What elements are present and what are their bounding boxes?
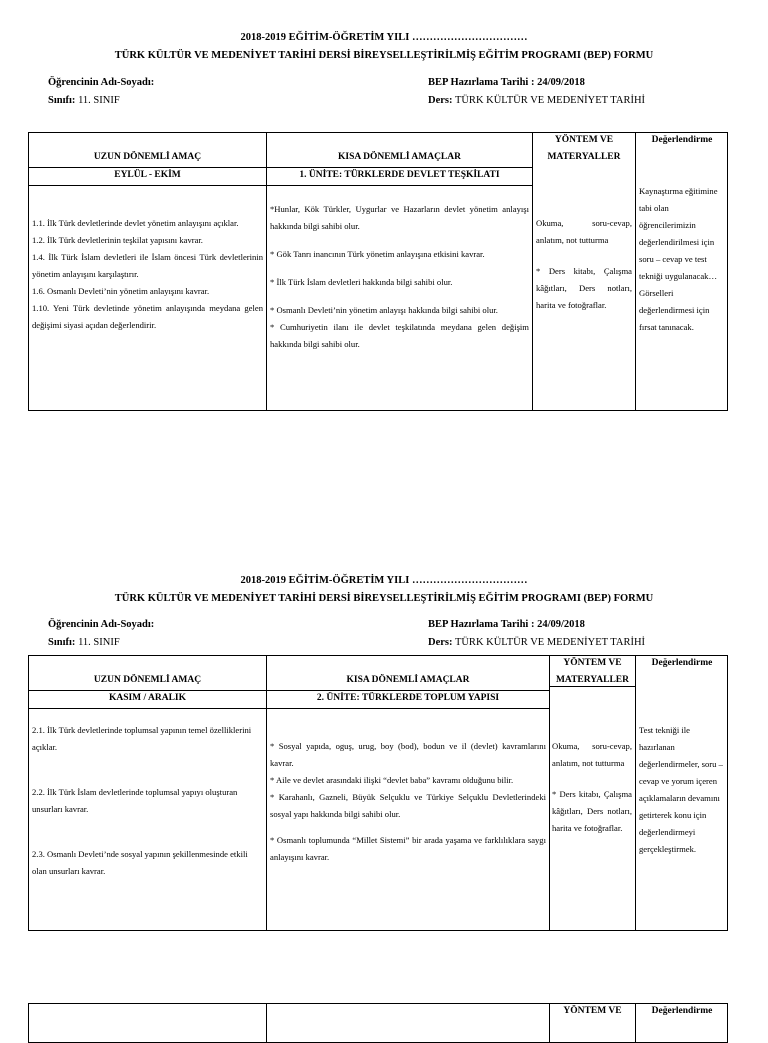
bep-form-1 (0, 32, 768, 422)
year-line: 2018-2019 EĞİTİM-ÖĞRETİM YILI …………………………… (240, 575, 528, 586)
prep-date: BEP Hazırlama Tarihi : 24/09/2018 (428, 619, 585, 630)
bep-form-3-partial (0, 1003, 768, 1024)
short-term-goals: * Sosyal yapıda, oguş, urug, boy (bod), bodun ve il (devlet) kavramlarını kavrar. * Aile ve devlet arasındaki ilişki “devlet baba” kavramı olduğunu bilir. * Karahanlı, Gazneli, Büyük Selçuklu ve Türkiye Selçuklu Devletlerindeki sosyal yapı hakkında bilgi sahibi olur. * Osmanlı toplumunda “Millet Sistemi” bir arada yaşama ve farklılıklara saygı anlayışını kavrar. (270, 741, 546, 862)
header-methods: YÖNTEM VE (563, 1006, 622, 1016)
form-title: TÜRK KÜLTÜR VE MEDENİYET TARİHİ DERSİ BİREYSELLEŞTİRİLMİŞ EĞİTİM PROGRAMI (BEP) FORMU (114, 50, 654, 61)
header-evaluation: Değerlendirme (651, 135, 713, 145)
methods-materials: Okuma, soru-cevap, anlatım, not tutturma * Ders kitabı, Çalışma kâğıtları, Ders notları, harita ve fotoğraflar. (552, 741, 632, 833)
long-term-goals: 1.1. İlk Türk devletlerinde devlet yönetim anlayışını açıklar. 1.2. İlk Türk devletlerinin teşkilat yapısını kavrar. 1.4. İlk Türk İslam devletleri ile İslam öncesi Türk devletlerinin yönetim anlayışını karşılaştırır. 1.6. Osmanlı Devleti’nin yönetim anlayışını kavrar. 1.10. Yeni Türk devletinde yönetim anlayışında meydana gelen değişimi siyasi açıdan değerlendirir. (32, 218, 263, 330)
header-long-term: UZUN DÖNEMLİ AMAÇ (93, 152, 202, 162)
prep-date: BEP Hazırlama Tarihi : 24/09/2018 (428, 77, 585, 88)
header-methods: YÖNTEM VE MATERYALLER (547, 135, 621, 162)
course-field: Ders: TÜRK KÜLTÜR VE MEDENİYET TARİHİ (428, 637, 646, 648)
student-name-label: Öğrencinin Adı-Soyadı: (48, 77, 155, 88)
class-field: Sınıfı: 11. SINIF (48, 637, 120, 648)
long-term-goals: 2.1. İlk Türk devletlerinde toplumsal yapının temel özelliklerini açıklar. 2.2. İlk Türk İslam devletlerinde toplumsal yapıyı oluşturan unsurları kavrar. 2.3. Osmanlı Devleti’nde sosyal yapının şekillenmesinde etkili olan unsurları kavrar. (32, 725, 252, 876)
header-long-term: UZUN DÖNEMLİ AMAÇ (93, 675, 202, 685)
unit-label: 2. ÜNİTE: TÜRKLERDE TOPLUM YAPISI (316, 693, 500, 703)
class-field: Sınıfı: 11. SINIF (48, 95, 120, 106)
header-short-term: KISA DÖNEMLİ AMAÇLAR (346, 675, 470, 685)
header-evaluation: Değerlendirme (651, 1006, 713, 1016)
evaluation-text: Test tekniği ile hazırlanan değerlendirmeler, soru – cevap ve yorum içeren açıklamaların devamını getirterek konu için değerlendirmeyi gerçekleştirmek. (639, 725, 723, 854)
header-evaluation: Değerlendirme (651, 658, 713, 668)
bep-table (28, 655, 728, 931)
methods-materials: Okuma, soru-cevap, anlatım, not tutturma * Ders kitabı, Çalışma kâğıtları, Ders notları, harita ve fotoğraflar. (536, 218, 632, 310)
unit-label: 1. ÜNİTE: TÜRKLERDE DEVLET TEŞKİLATI (299, 170, 500, 180)
header-short-term: KISA DÖNEMLİ AMAÇLAR (338, 152, 461, 162)
period-label: EYLÜL - EKİM (114, 170, 181, 180)
short-term-goals: *Hunlar, Kök Türkler, Uygurlar ve Hazarların devlet yönetim anlayışı hakkında bilgi sahibi olur. * Gök Tanrı inancının Türk yönetim anlayışına etkisini kavrar. * İlk Türk İslam devletleri hakkında bilgi sahibi olur. * Osmanlı Devleti’nin yönetim anlayışı hakkında bilgi sahibi olur. * Cumhuriyetin ilanı ile devlet teşkilatında meydana gelen değişim hakkında bilgi sahibi olur. (270, 204, 529, 349)
bep-form-2 (0, 575, 768, 935)
course-field: Ders: TÜRK KÜLTÜR VE MEDENİYET TARİHİ (428, 95, 646, 106)
form-title: TÜRK KÜLTÜR VE MEDENİYET TARİHİ DERSİ BİREYSELLEŞTİRİLMİŞ EĞİTİM PROGRAMI (BEP) FORMU (114, 593, 654, 604)
header-methods: YÖNTEM VE MATERYALLER (555, 658, 630, 685)
year-line: 2018-2019 EĞİTİM-ÖĞRETİM YILI …………………………… (240, 32, 528, 43)
evaluation-text: Kaynaştırma eğitimine tabi olan öğrencilerimizin değerlendirilmesi için soru – cevap ve test tekniği uygulanacak… Görselleri değerlendirmesi için fırsat tanınacak. (639, 186, 718, 332)
student-name-label: Öğrencinin Adı-Soyadı: (48, 619, 155, 630)
bep-table-partial (28, 1003, 728, 1043)
bep-table (28, 132, 728, 411)
period-label: KASIM / ARALIK (108, 693, 187, 703)
